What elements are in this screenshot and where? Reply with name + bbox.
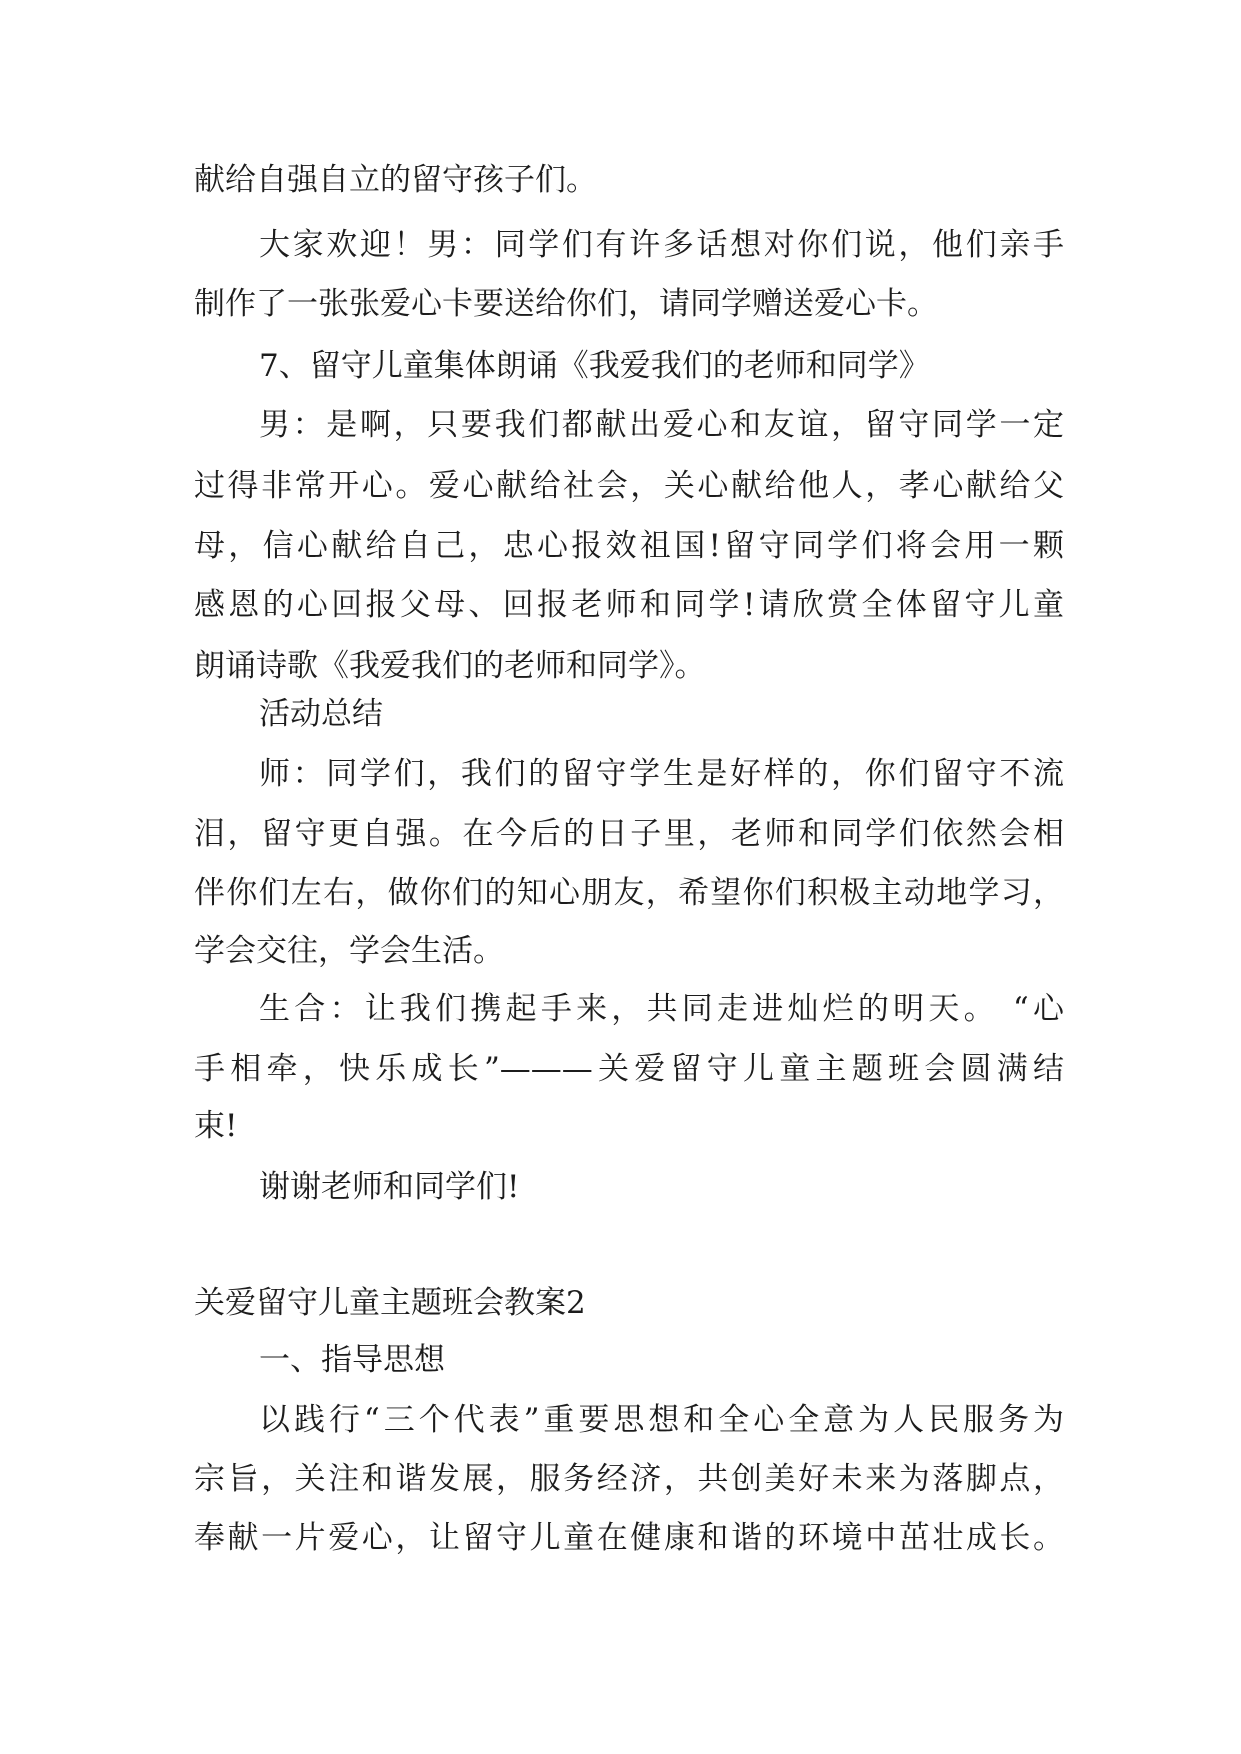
paragraph-line: 泪，留守更自强。在今后的日子里，老师和同学们依然会相 bbox=[194, 816, 1064, 852]
paragraph-line: 以践行“三个代表”重要思想和全心全意为人民服务为 bbox=[259, 1402, 1064, 1438]
paragraph-line: 手相牵，快乐成长”———关爱留守儿童主题班会圆满结 bbox=[194, 1051, 1064, 1087]
paragraph-line: 男：是啊，只要我们都献出爱心和友谊，留守同学一定 bbox=[259, 407, 1064, 443]
subheading: 活动总结 bbox=[259, 696, 383, 732]
paragraph-line: 师：同学们，我们的留守学生是好样的，你们留守不流 bbox=[259, 756, 1064, 792]
paragraph-line: 大家欢迎！男：同学们有许多话想对你们说，他们亲手 bbox=[259, 227, 1064, 263]
paragraph-line: 学会交往，学会生活。 bbox=[194, 933, 504, 969]
paragraph-line: 献给自强自立的留守孩子们。 bbox=[194, 162, 597, 198]
paragraph-line: 伴你们左右，做你们的知心朋友，希望你们积极主动地学习， bbox=[194, 875, 1064, 911]
paragraph-line: 束! bbox=[194, 1108, 238, 1144]
paragraph-line: 奉献一片爱心，让留守儿童在健康和谐的环境中茁壮成长。 bbox=[194, 1520, 1064, 1556]
paragraph-line: 生合：让我们携起手来，共同走进灿烂的明天。 “心 bbox=[259, 991, 1064, 1027]
paragraph-line: 7、留守儿童集体朗诵《我爱我们的老师和同学》 bbox=[259, 348, 930, 384]
section-heading: 关爱留守儿童主题班会教案2 bbox=[194, 1285, 586, 1321]
paragraph-line: 过得非常开心。爱心献给社会，关心献给他人，孝心献给父 bbox=[194, 468, 1064, 504]
subheading: 一、指导思想 bbox=[259, 1342, 445, 1378]
paragraph-line: 谢谢老师和同学们! bbox=[259, 1169, 520, 1205]
paragraph-line: 朗诵诗歌《我爱我们的老师和同学》。 bbox=[194, 648, 706, 684]
paragraph-line: 感恩的心回报父母、回报老师和同学!请欣赏全体留守儿童 bbox=[194, 587, 1064, 623]
paragraph-line: 母，信心献给自己，忠心报效祖国!留守同学们将会用一颗 bbox=[194, 528, 1064, 564]
paragraph-line: 制作了一张张爱心卡要送给你们，请同学赠送爱心卡。 bbox=[194, 286, 938, 322]
paragraph-line: 宗旨，关注和谐发展，服务经济，共创美好未来为落脚点， bbox=[194, 1461, 1064, 1497]
